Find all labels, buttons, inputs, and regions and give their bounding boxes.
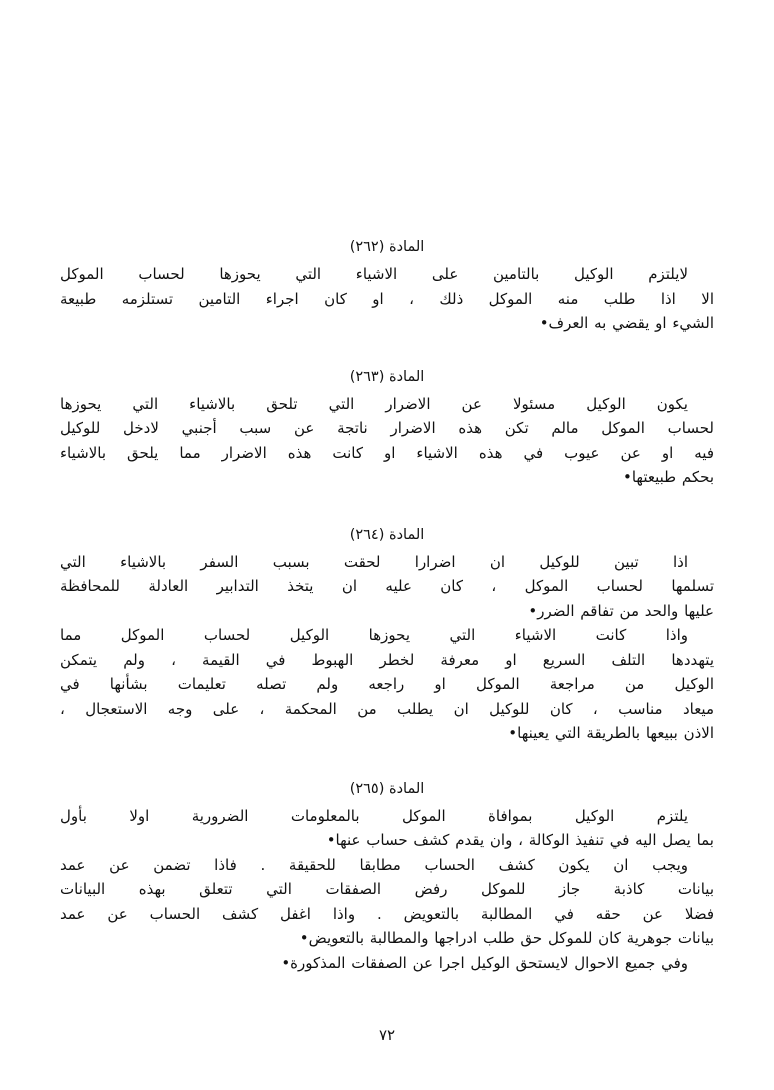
- text-line: بما يصل اليه في تنفيذ الوكالة ، وان يقدم كشف حساب عنها•: [326, 831, 714, 849]
- text-line: لايلتزم الوكيل بالتامين على الاشياء التي يحوزها لحساب الموكل: [60, 265, 688, 283]
- text-line: لحساب الموكل مالم تكن هذه الاضرار ناتجة عن سبب أجنبي لادخل للوكيل: [60, 419, 714, 437]
- article-265: [60, 778, 714, 976]
- text-line: بيانات كاذبة جاز للموكل رفض الصفقات التي تتعلق بهذه البيانات: [60, 880, 714, 898]
- article-title: المادة (٢٦٥): [349, 780, 425, 797]
- text-line: فضلا عن حقه في المطالبة بالتعويض . واذا اغفل كشف الحساب عن عمد: [60, 904, 714, 923]
- article-title: المادة (٢٦٢): [349, 239, 425, 255]
- text-line: يكون الوكيل مسئولا عن الاضرار التي تلحق بالاشياء التي يحوزها: [60, 394, 688, 413]
- article-title: المادة (٢٦٣): [349, 368, 425, 385]
- text-line: فيه او عن عيوب في هذه الاشياء او كانت هذه الاضرار مما يلحق بالاشياء: [60, 443, 714, 462]
- article-title: المادة (٢٦٤): [349, 526, 425, 543]
- document-body: [60, 236, 714, 1011]
- text-line: الا اذا طلب منه الموكل ذلك ، او كان اجراء التامين تستلزمه طبيعة: [60, 289, 714, 308]
- text-line: وفي جميع الاحوال لايستحق الوكيل اجرا عن الصفقات المذكورة•: [281, 953, 688, 972]
- text-line: تسلمها لحساب الموكل ، كان عليه ان يتخذ التدابير العادلة للمحافظة: [60, 577, 714, 595]
- text-line: اذا تبين للوكيل ان اضرارا لحقت بسبب السفر بالاشياء التي: [60, 552, 688, 571]
- text-line: الاذن ببيعها بالطريقة التي يعينها•: [508, 724, 714, 742]
- text-line: ميعاد مناسب ، كان للوكيل ان يطلب من المحكمة ، على وجه الاستعجال ،: [60, 699, 714, 718]
- text-line: بيانات جوهرية كان للموكل حق طلب ادراجها والمطالبة بالتعويض•: [299, 929, 714, 947]
- article-262: [60, 236, 714, 336]
- text-line: واذا كانت الاشياء التي يحوزها الوكيل لحساب الموكل مما: [60, 626, 688, 644]
- text-line: ويجب ان يكون كشف الحساب مطابقا للحقيقة . فاذا تضمن عن عمد: [60, 855, 688, 874]
- page-number: ٧٢: [378, 1026, 396, 1044]
- article-263: [60, 366, 714, 490]
- text-line: الوكيل من مراجعة الموكل او راجعه ولم تصله تعليمات بشأنها في: [60, 675, 714, 693]
- text-line: يلتزم الوكيل بموافاة الموكل بالمعلومات الضرورية اولا بأول: [60, 806, 688, 825]
- text-line: عليها والحد من تفاقم الضرر•: [528, 601, 714, 620]
- text-line: الشيء او يقضي به العرف•: [539, 314, 714, 332]
- article-264: [60, 524, 714, 746]
- text-line: بحكم طبيعتها•: [623, 468, 714, 486]
- text-line: يتهددها التلف السريع او معرفة لخطر الهبوط في القيمة ، ولم يتمكن: [60, 650, 714, 669]
